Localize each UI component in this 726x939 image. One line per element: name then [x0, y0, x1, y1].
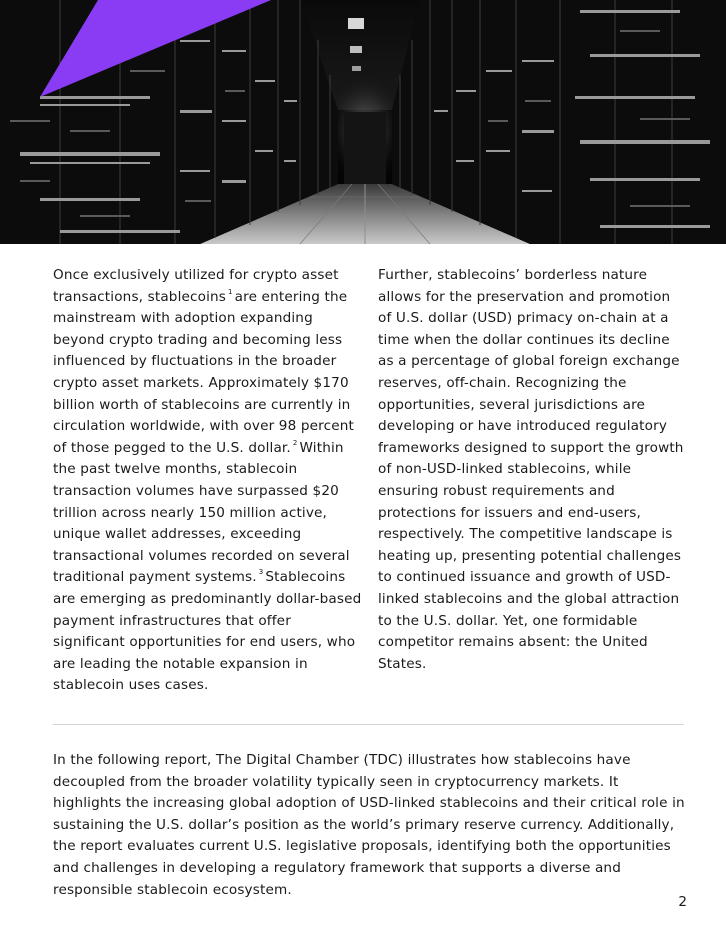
- server-room-illustration: [0, 0, 726, 244]
- footnote-ref-3[interactable]: 3: [258, 568, 264, 577]
- left-column: [53, 265, 365, 697]
- summary-paragraph: In the following report, The Digital Chamber (TDC) illustrates how stablecoins have decoupled from the broader volatility typically seen in cryptocurrency markets. It highlights the increasing global adoption of USD-linked stablecoins and their critical role in sustaining the U.S. dollar’s position as the world’s primary reserve currency. Additionally, the report evaluates current U.S. legislative proposals, identifying both the opportunities and challenges in developing a regulatory framework that supports a diverse and responsible stablecoin ecosystem.: [53, 752, 685, 898]
- right-column: [378, 265, 688, 675]
- footnote-ref-2[interactable]: 2: [292, 438, 298, 447]
- right-column-paragraph: Further, stablecoins’ borderless nature allows for the preservation and promotion of U.S. dollar (USD) primacy on-chain at a time when the dollar continues its decline as a percentage of global foreign exchange reserves, off-chain. Recognizing the opportunities, several jurisdictions are developing or have introduced regulatory frameworks designed to support the growth of non-USD-linked stablecoins, while ensuring robust requirements and protections for issuers and end-users, respectively. The competitive landscape is heating up, presenting potential challenges to continued issuance and growth of USD-linked stablecoins and the global attraction to the U.S. dollar. Yet, one formidable competitor remains absent: the United States.: [378, 267, 684, 672]
- page-number: 2: [678, 894, 687, 910]
- hero-image: [0, 0, 726, 244]
- section-divider: [53, 724, 684, 725]
- footnote-ref-1[interactable]: 1: [228, 287, 233, 296]
- left-column-paragraph: Once exclusively utilized for crypto asset transactions, stablecoins $^1$ are entering the mainstream with adoption expanding beyond crypto trading and becoming less influenced by fluctuations in the broader crypto asset markets. Approximately $170 billion worth of stablecoins are currently in circulation worldwide, with over 98 percent of those pegged to the U.S. dollar. $^2$ Within the past twelve months, stablecoin transaction volumes have surpassed $20 trillion across nearly 150 million active, unique wallet addresses, exceeding transactional volumes recorded on several traditional payment systems. $^3$ Stablecoins are emerging as predominantly dollar-based payment infrastructures that offer significant opportunities for end users, who are leading the notable expansion in stablecoin uses cases.: [53, 267, 362, 694]
